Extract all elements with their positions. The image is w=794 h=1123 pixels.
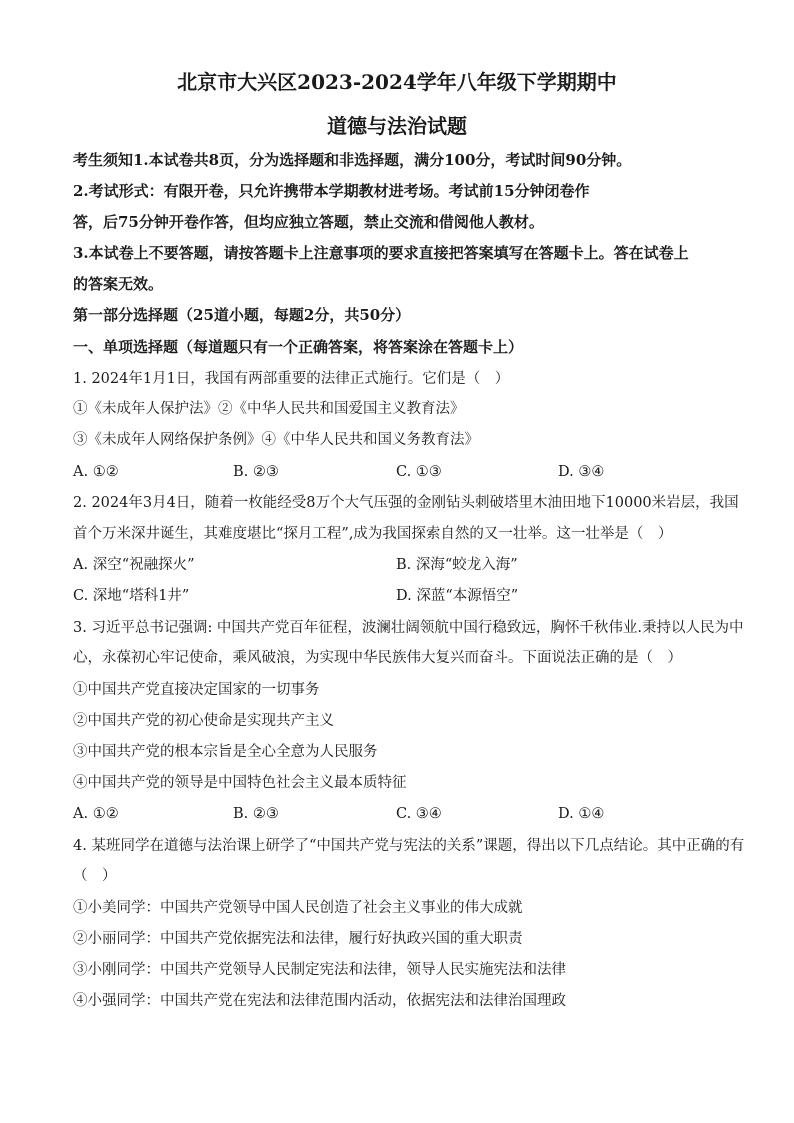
q3-option-a: A. ①② bbox=[73, 806, 119, 822]
q4-item: ③小刚同学：中国共产党领导人民制定宪法和法律，领导人民实施宪法和法律 bbox=[73, 962, 566, 978]
q3-option-d: D. ①④ bbox=[558, 806, 605, 822]
q3-item: ③中国共产党的根本宗旨是全心全意为人民服务 bbox=[73, 744, 378, 760]
q2-option-d: D. 深蓝“本源悟空” bbox=[396, 588, 519, 604]
q3-stem: 3. 习近平总书记强调: 中国共产党百年征程，波澜壮阔领航中国行稳致远，胸怀千秋伟业.秉持以人民为中 bbox=[73, 620, 744, 636]
q3-stem: 心，永葆初心牢记使命，乘风破浪，为实现中华民族伟大复兴而奋斗。下面说法正确的是（ ） bbox=[73, 650, 682, 666]
q3-option-c: C. ③④ bbox=[396, 806, 442, 822]
q4-item: ④小强同学：中国共产党在宪法和法律范围内活动，依据宪法和法律治国理政 bbox=[73, 993, 566, 1009]
part1-heading: 第一部分选择题（25道小题，每题2分，共50分） bbox=[73, 306, 411, 324]
q1-option-d: D. ③④ bbox=[558, 464, 605, 480]
q3-item: ①中国共产党直接决定国家的一切事务 bbox=[73, 682, 320, 698]
section1-heading: 一、单项选择题（每道题只有一个正确答案，将答案涂在答题卡上） bbox=[73, 338, 524, 356]
notice-line: 3.本试卷上不要答题，请按答题卡上注意事项的要求直接把答案填写在答题卡上。答在试卷上 bbox=[73, 244, 689, 262]
q4-stem: （ ） bbox=[73, 868, 117, 884]
notice-line: 的答案无效。 bbox=[73, 275, 164, 293]
q3-option-b: B. ②③ bbox=[233, 806, 279, 822]
q2-stem: 首个万米深井诞生，其难度堪比“探月工程”,成为我国探索自然的又一壮举。这一壮举是（ ） bbox=[73, 526, 673, 542]
q2-option-c: C. 深地“塔科1井” bbox=[73, 588, 190, 604]
q1-option-a: A. ①② bbox=[73, 464, 119, 480]
notice-line: 考生须知1.本试卷共8页，分为选择题和非选择题，满分100分，考试时间90分钟。 bbox=[73, 151, 632, 169]
q4-item: ①小美同学：中国共产党领导中国人民创造了社会主义事业的伟大成就 bbox=[73, 900, 523, 916]
q2-stem: 2. 2024年3月4日，随着一枚能经受8万个大气压强的金刚钻头刺破塔里木油田地下10000米岩层，我国 bbox=[73, 495, 739, 511]
notice-line: 答，后75分钟开卷作答，但均应独立答题，禁止交流和借阅他人教材。 bbox=[73, 213, 544, 231]
q1-option-c: C. ①③ bbox=[396, 464, 442, 480]
exam-subtitle: 道德与法治试题 bbox=[327, 114, 467, 138]
q2-option-b: B. 深海“蛟龙入海” bbox=[396, 557, 518, 573]
q3-item: ②中国共产党的初心使命是实现共产主义 bbox=[73, 713, 334, 729]
q2-option-a: A. 深空“祝融探火” bbox=[73, 557, 195, 573]
exam-title: 北京市大兴区2023-2024学年八年级下学期期中 bbox=[177, 70, 617, 94]
q4-stem: 4. 某班同学在道德与法治课上研学了“中国共产党与宪法的关系”课题，得出以下几点结论。其中正确的有 bbox=[73, 838, 745, 854]
q1-item: ③《未成年人网络保护条例》④《中华人民共和国义务教育法》 bbox=[73, 432, 479, 448]
q4-item: ②小丽同学：中国共产党依据宪法和法律，履行好执政兴国的重大职责 bbox=[73, 931, 523, 947]
q1-option-b: B. ②③ bbox=[233, 464, 279, 480]
q3-item: ④中国共产党的领导是中国特色社会主义最本质特征 bbox=[73, 775, 407, 791]
q1-stem: 1. 2024年1月1日，我国有两部重要的法律正式施行。它们是（ ） bbox=[73, 371, 510, 387]
q1-item: ①《未成年人保护法》②《中华人民共和国爱国主义教育法》 bbox=[73, 401, 465, 417]
notice-line: 2.考试形式：有限开卷，只允许携带本学期教材进考场。考试前15分钟闭卷作 bbox=[73, 182, 590, 200]
